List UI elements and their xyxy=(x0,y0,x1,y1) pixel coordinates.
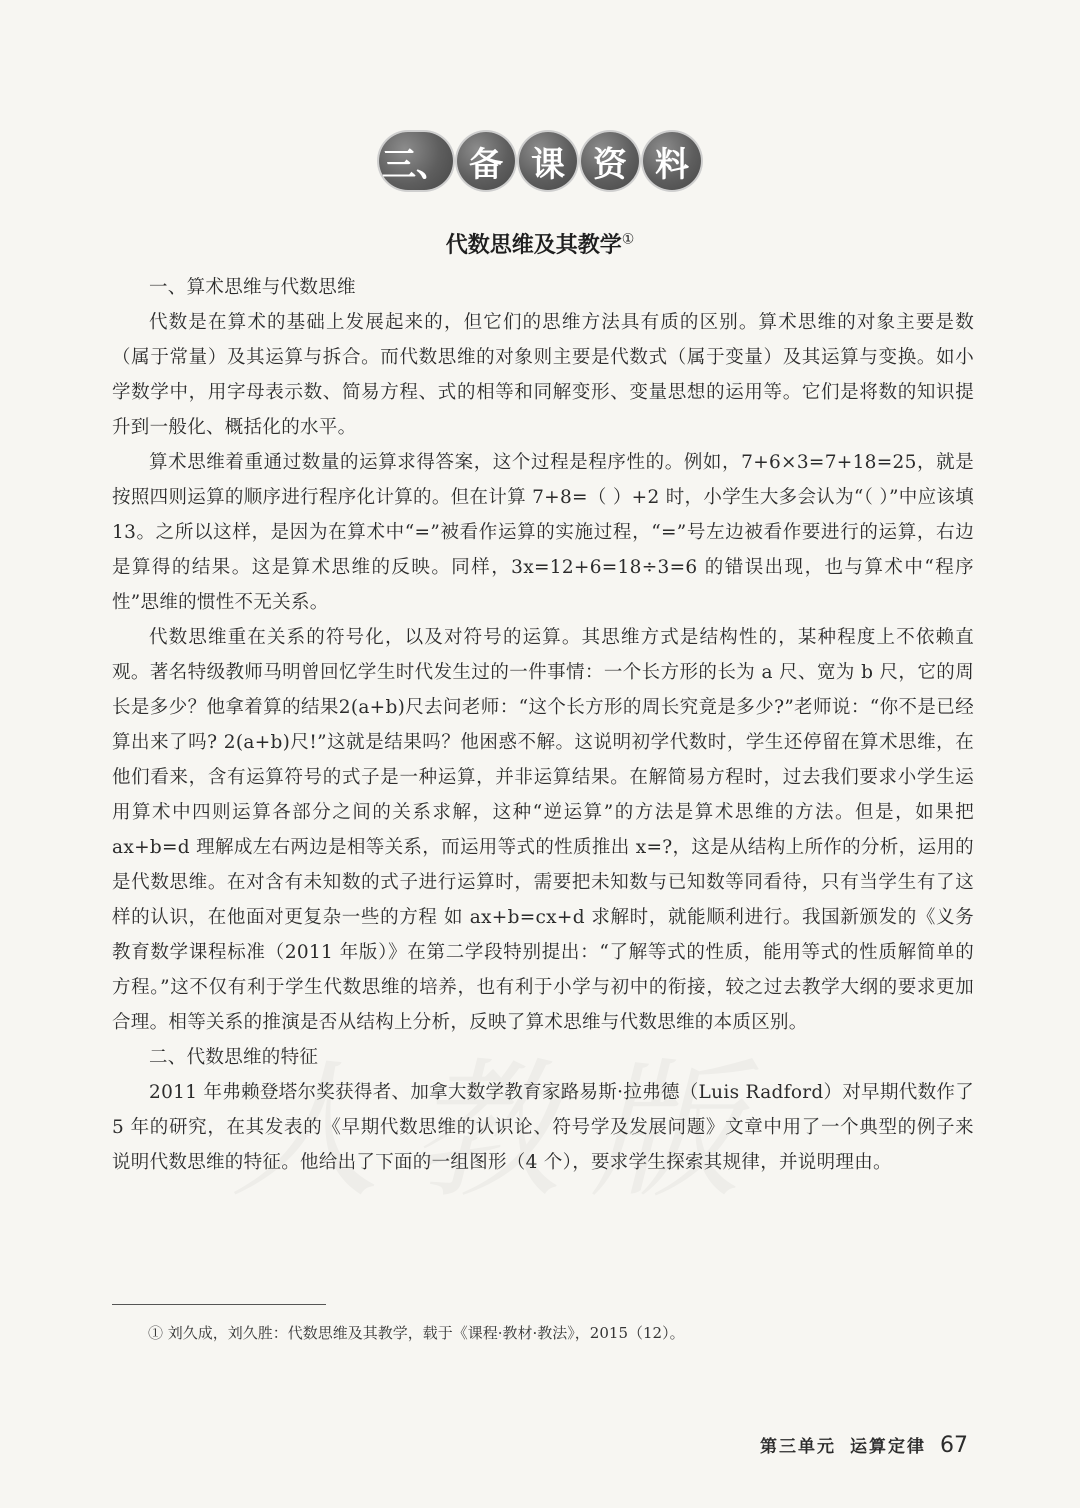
footer-topic: 运算定律 xyxy=(850,1437,926,1457)
footnote: ① 刘久成，刘久胜：代数思维及其教学，载于《课程·教材·教法》，2015（12）。 xyxy=(148,1324,685,1342)
banner-char: 备 xyxy=(457,132,515,190)
page-number: 67 xyxy=(940,1433,968,1458)
article-body xyxy=(112,270,974,1180)
page-footer xyxy=(760,1432,968,1458)
paragraph-1: 代数是在算术的基础上发展起来的，但它们的思维方法具有质的区别。算术思维的对象主要是数（属于常量）及其运算与拆合。而代数思维的对象则主要是代数式（属于变量）及其运算与变换。如小学数学中，用字母表示数、简易方程、式的相等和同解变形、变量思想的运用等。它们是将数的知识提升到一般化、概括化的水平。 xyxy=(112,312,974,438)
footnote-divider xyxy=(112,1304,326,1305)
section-heading-2: 二、代数思维的特征 xyxy=(149,1047,319,1068)
article-title xyxy=(0,228,1080,259)
section-banner xyxy=(0,132,1080,190)
banner-char: 资 xyxy=(581,132,639,190)
footnote-marker: ① xyxy=(621,231,635,248)
section-heading-1: 一、算术思维与代数思维 xyxy=(149,277,356,298)
banner-char: 料 xyxy=(643,132,701,190)
article-title-text: 代数思维及其教学 xyxy=(445,233,622,258)
banner-char: 三、 xyxy=(379,132,453,190)
paragraph-4: 2011 年弗赖登塔尔奖获得者、加拿大数学教育家路易斯·拉弗德（Luis Radford）对早期代数作了 5 年的研究，在其发表的《早期代数思维的认识论、符号学及发展问题》文章中用了一个典型的例子来说明代数思维的特征。他给出了下面的一组图形（4 个），要求学生探索其规律，并说明理由。 xyxy=(112,1082,974,1173)
paragraph-2: 算术思维着重通过数量的运算求得答案，这个过程是程序性的。例如，7+6×3=7+18=25，就是按照四则运算的顺序进行程序化计算的。但在计算 7+8=（ ）+2 时，小学生大多会认为“（ ）”中应该填 13。之所以这样，是因为在算术中“=”被看作运算的实施过程，“=”号左边被看作要进行的运算，右边是算得的结果。这是算术思维的反映。同样，3x=12+6=18÷3=6 的错误出现，也与算术中“程序性”思维的惯性不无关系。 xyxy=(112,452,974,613)
paragraph-3: 代数思维重在关系的符号化，以及对符号的运算。其思维方式是结构性的，某种程度上不依赖直观。著名特级教师马明曾回忆学生时代发生过的一件事情：一个长方形的长为 a 尺、宽为 b 尺，它的周长是多少？他拿着算的结果2(a+b)尺去问老师：“这个长方形的周长究竟是多少?”老师说：“你不是已经算出来了吗? 2(a+b)尺!”这就是结果吗？他困惑不解。这说明初学代数时，学生还停留在算术思维，在他们看来，含有运算符号的式子是一种运算，并非运算结果。在解简易方程时，过去我们要求小学生运用算术中四则运算各部分之间的关系求解，这种“逆运算”的方法是算术思维的方法。但是，如果把 ax+b=d 理解成左右两边是相等关系，而运用等式的性质推出 x=?，这是从结构上所作的分析，运用的是代数思维。在对含有未知数的式子进行运算时，需要把未知数与已知数等同看待，只有当学生有了这样的认识，在他面对更复杂一些的方程 如 ax+b=cx+d 求解时，就能顺利进行。我国新颁发的《义务教育数学课程标准（2011 年版）》在第二学段特别提出：“了解等式的性质，能用等式的性质解简单的方程。”这不仅有利于学生代数思维的培养，也有利于小学与初中的衔接，较之过去教学大纲的要求更加合理。相等关系的推演是否从结构上分析，反映了算术思维与代数思维的本质区别。 xyxy=(112,627,974,1033)
footer-unit: 第三单元 xyxy=(760,1437,836,1457)
banner-char: 课 xyxy=(519,132,577,190)
